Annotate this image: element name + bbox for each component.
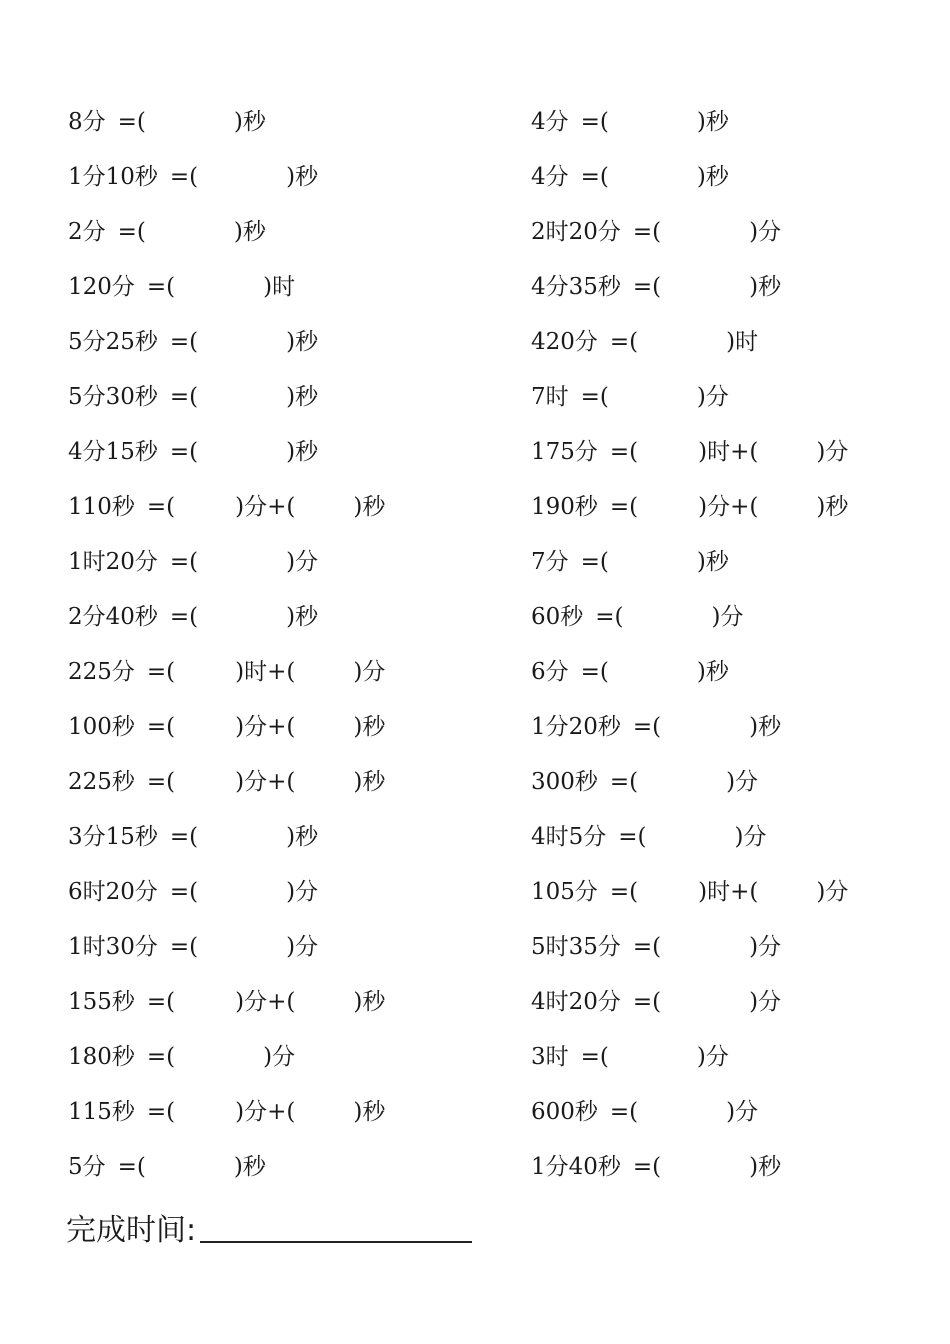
problem-quantity: 100秒 — [68, 714, 135, 740]
equals-open-paren: =( — [169, 549, 199, 575]
unit-label: )秒 — [353, 494, 386, 520]
problem-quantity: 4分 — [531, 164, 569, 190]
equals-open-paren: =( — [580, 549, 609, 575]
problem-quantity: 2分 — [68, 219, 106, 245]
problem-quantity: 120分 — [68, 274, 135, 300]
unit-label: )秒 — [286, 164, 319, 190]
problem-quantity: 420分 — [531, 329, 598, 355]
equals-open-paren: =( — [146, 1099, 176, 1125]
unit-label: )秒 — [286, 329, 319, 355]
equals-open-paren: =( — [609, 439, 639, 465]
problem-row — [68, 1140, 498, 1195]
equals-open-paren: =( — [580, 1044, 609, 1070]
completion-time-label: 完成时间: — [66, 1213, 197, 1248]
problem-row — [531, 920, 931, 975]
problem-row — [531, 810, 931, 865]
problem-row — [68, 590, 498, 645]
unit-label: )时+( — [698, 439, 759, 465]
equals-open-paren: =( — [580, 659, 609, 685]
problem-row — [531, 150, 931, 205]
equals-open-paren: =( — [117, 1154, 146, 1180]
problem-quantity: 6分 — [531, 659, 569, 685]
equals-open-paren: =( — [609, 769, 639, 795]
equals-open-paren: =( — [169, 439, 199, 465]
unit-label: )秒 — [233, 109, 266, 135]
problem-row — [68, 535, 498, 590]
unit-label: )分 — [711, 604, 744, 630]
problem-quantity: 600秒 — [531, 1099, 598, 1125]
unit-label: )秒 — [816, 494, 849, 520]
unit-label: )分+( — [698, 494, 759, 520]
unit-label: )分 — [263, 1044, 296, 1070]
problem-row — [531, 700, 931, 755]
problem-row — [68, 150, 498, 205]
problem-row — [68, 645, 498, 700]
problem-quantity: 4分35秒 — [531, 274, 621, 300]
unit-label: )秒 — [696, 164, 729, 190]
unit-label: )秒 — [696, 109, 729, 135]
equals-open-paren: =( — [169, 604, 199, 630]
equals-open-paren: =( — [632, 714, 662, 740]
problem-row — [531, 315, 931, 370]
problem-row — [68, 755, 498, 810]
problem-quantity: 110秒 — [68, 494, 135, 520]
equals-open-paren: =( — [146, 769, 176, 795]
unit-label: )分 — [749, 934, 782, 960]
unit-label: )秒 — [749, 274, 782, 300]
problem-row — [531, 1085, 931, 1140]
unit-label: )秒 — [233, 219, 266, 245]
equals-open-paren: =( — [632, 1154, 662, 1180]
unit-label: )分+( — [235, 1099, 296, 1125]
problem-quantity: 300秒 — [531, 769, 598, 795]
equals-open-paren: =( — [609, 494, 639, 520]
equals-open-paren: =( — [146, 1044, 176, 1070]
unit-label: )分 — [353, 659, 386, 685]
problem-row — [68, 425, 498, 480]
problem-quantity: 1时30分 — [68, 934, 158, 960]
problem-quantity: 3分15秒 — [68, 824, 158, 850]
unit-label: )秒 — [696, 659, 729, 685]
unit-label: )时+( — [698, 879, 759, 905]
problem-quantity: 225分 — [68, 659, 135, 685]
problem-quantity: 5时35分 — [531, 934, 621, 960]
unit-label: )秒 — [353, 1099, 386, 1125]
equals-open-paren: =( — [609, 329, 639, 355]
problem-row — [531, 95, 931, 150]
equals-open-paren: =( — [146, 659, 176, 685]
left-column — [68, 95, 498, 1195]
problem-quantity: 4时20分 — [531, 989, 621, 1015]
problem-quantity: 6时20分 — [68, 879, 158, 905]
problem-row — [531, 645, 931, 700]
problem-quantity: 225秒 — [68, 769, 135, 795]
unit-label: )分 — [749, 989, 782, 1015]
equals-open-paren: =( — [146, 274, 176, 300]
problem-row — [531, 1030, 931, 1085]
problem-row — [68, 370, 498, 425]
equals-open-paren: =( — [632, 274, 662, 300]
problem-row — [531, 425, 931, 480]
equals-open-paren: =( — [632, 989, 662, 1015]
unit-label: )秒 — [286, 604, 319, 630]
completion-time — [66, 1205, 472, 1249]
equals-open-paren: =( — [580, 384, 609, 410]
problem-row — [68, 920, 498, 975]
problem-quantity: 60秒 — [531, 604, 584, 630]
equals-open-paren: =( — [580, 109, 609, 135]
problem-quantity: 175分 — [531, 439, 598, 465]
equals-open-paren: =( — [169, 824, 199, 850]
unit-label: )分 — [749, 219, 782, 245]
problem-quantity: 2分40秒 — [68, 604, 158, 630]
unit-label: )分 — [286, 879, 319, 905]
problem-row — [531, 975, 931, 1030]
completion-time-blank[interactable] — [200, 1240, 472, 1243]
problem-quantity: 180秒 — [68, 1044, 135, 1070]
equals-open-paren: =( — [146, 714, 176, 740]
equals-open-paren: =( — [580, 164, 609, 190]
problem-row — [68, 260, 498, 315]
equals-open-paren: =( — [169, 329, 199, 355]
unit-label: )分 — [734, 824, 767, 850]
equals-open-paren: =( — [117, 109, 146, 135]
problem-quantity: 5分25秒 — [68, 329, 158, 355]
problem-row — [68, 1085, 498, 1140]
unit-label: )秒 — [696, 549, 729, 575]
problem-quantity: 2时20分 — [531, 219, 621, 245]
problem-row — [531, 260, 931, 315]
equals-open-paren: =( — [609, 1099, 639, 1125]
problem-row — [68, 480, 498, 535]
problem-quantity: 4时5分 — [531, 824, 607, 850]
problem-quantity: 4分 — [531, 109, 569, 135]
problem-row — [68, 810, 498, 865]
problem-quantity: 5分 — [68, 1154, 106, 1180]
problem-row — [68, 205, 498, 260]
unit-label: )秒 — [286, 824, 319, 850]
equals-open-paren: =( — [146, 989, 176, 1015]
unit-label: )秒 — [749, 714, 782, 740]
equals-open-paren: =( — [169, 384, 199, 410]
problem-quantity: 3时 — [531, 1044, 569, 1070]
unit-label: )秒 — [286, 384, 319, 410]
problem-quantity: 1分20秒 — [531, 714, 621, 740]
problem-row — [531, 590, 931, 645]
unit-label: )秒 — [353, 989, 386, 1015]
problem-quantity: 4分15秒 — [68, 439, 158, 465]
unit-label: )时 — [263, 274, 296, 300]
problem-quantity: 1分40秒 — [531, 1154, 621, 1180]
equals-open-paren: =( — [609, 879, 639, 905]
equals-open-paren: =( — [117, 219, 146, 245]
unit-label: )分+( — [235, 494, 296, 520]
unit-label: )分 — [286, 549, 319, 575]
problem-row — [68, 700, 498, 755]
problem-row — [68, 315, 498, 370]
unit-label: )分 — [726, 1099, 759, 1125]
problem-row — [531, 205, 931, 260]
problem-quantity: 115秒 — [68, 1099, 135, 1125]
problem-quantity: 1时20分 — [68, 549, 158, 575]
unit-label: )分 — [726, 769, 759, 795]
problem-row — [68, 865, 498, 920]
unit-label: )分 — [816, 879, 849, 905]
problem-row — [68, 975, 498, 1030]
equals-open-paren: =( — [595, 604, 624, 630]
problem-quantity: 105分 — [531, 879, 598, 905]
equals-open-paren: =( — [169, 879, 199, 905]
unit-label: )时 — [726, 329, 759, 355]
equals-open-paren: =( — [618, 824, 647, 850]
problem-row — [531, 865, 931, 920]
unit-label: )分 — [286, 934, 319, 960]
equals-open-paren: =( — [169, 164, 199, 190]
problem-row — [68, 1030, 498, 1085]
unit-label: )分+( — [235, 989, 296, 1015]
unit-label: )分+( — [235, 714, 296, 740]
problem-quantity: 155秒 — [68, 989, 135, 1015]
equals-open-paren: =( — [146, 494, 176, 520]
problem-row — [531, 535, 931, 590]
unit-label: )秒 — [233, 1154, 266, 1180]
unit-label: )分+( — [235, 769, 296, 795]
unit-label: )秒 — [353, 769, 386, 795]
problem-row — [531, 755, 931, 810]
problem-row — [531, 1140, 931, 1195]
problem-quantity: 7时 — [531, 384, 569, 410]
right-column — [531, 95, 931, 1195]
equals-open-paren: =( — [632, 219, 662, 245]
problem-row — [68, 95, 498, 150]
unit-label: )分 — [696, 384, 729, 410]
problem-quantity: 190秒 — [531, 494, 598, 520]
unit-label: )秒 — [353, 714, 386, 740]
problem-row — [531, 370, 931, 425]
unit-label: )秒 — [749, 1154, 782, 1180]
equals-open-paren: =( — [169, 934, 199, 960]
unit-label: )分 — [696, 1044, 729, 1070]
problem-row — [531, 480, 931, 535]
problem-quantity: 1分10秒 — [68, 164, 158, 190]
equals-open-paren: =( — [632, 934, 662, 960]
problem-quantity: 5分30秒 — [68, 384, 158, 410]
unit-label: )秒 — [286, 439, 319, 465]
unit-label: )时+( — [235, 659, 296, 685]
unit-label: )分 — [816, 439, 849, 465]
problem-quantity: 7分 — [531, 549, 569, 575]
problem-quantity: 8分 — [68, 109, 106, 135]
